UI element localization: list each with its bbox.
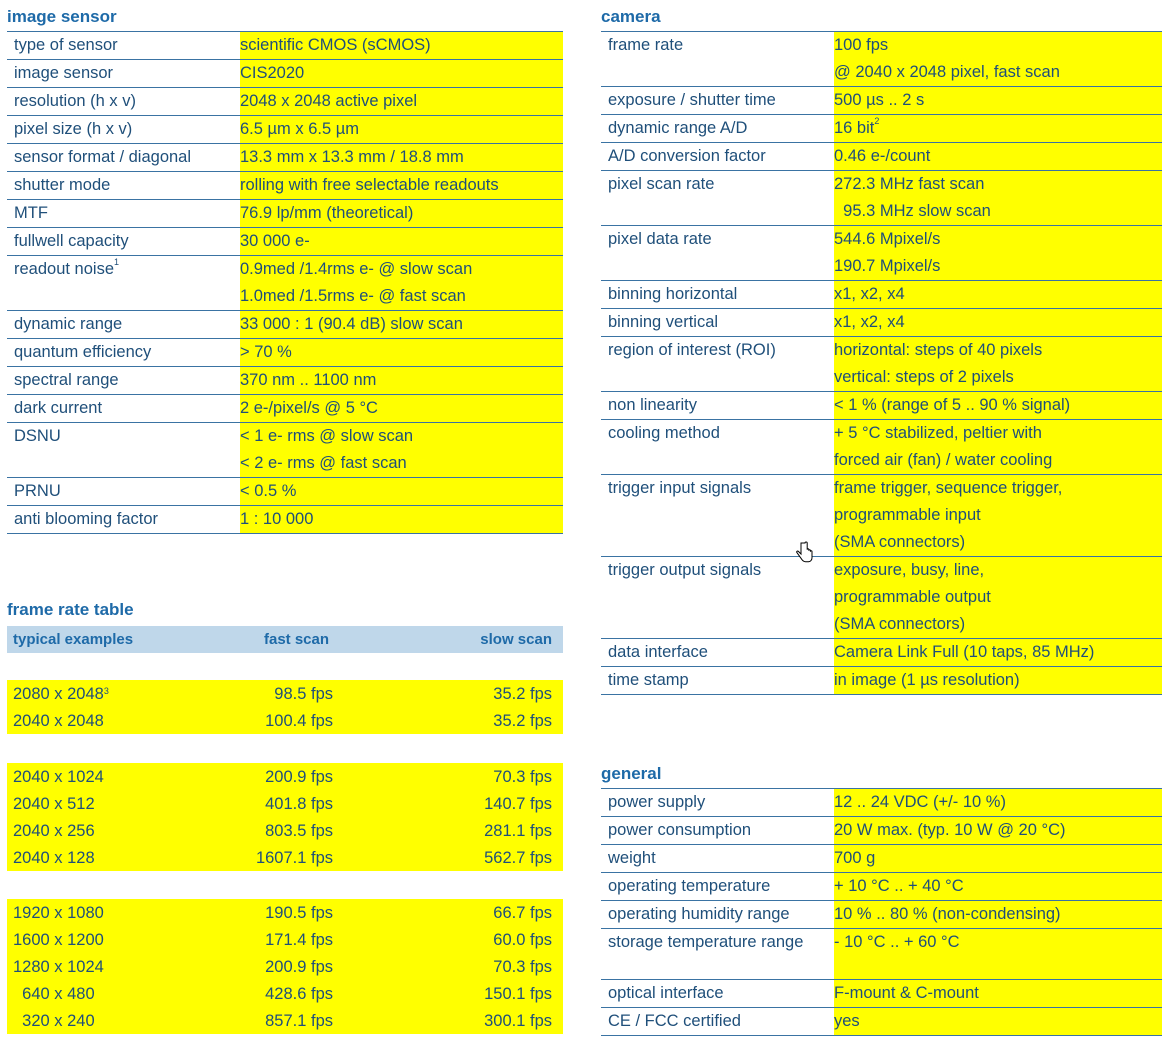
frame-rate-resolution: 2080 x 2048$^3$	[13, 685, 109, 703]
camera-value	[834, 281, 1162, 309]
spec-value-line: programmable input	[834, 506, 981, 524]
spec-label-text: trigger input signals	[608, 479, 752, 497]
spec-row	[601, 1008, 1162, 1036]
spec-value-line: < 1 % (range of 5 .. 90 % signal)	[834, 396, 1071, 414]
general-value	[834, 873, 1162, 901]
image-sensor-label	[7, 367, 240, 395]
image-sensor-value	[240, 200, 563, 228]
spec-value-line: - 10 °C .. + 60 °C	[834, 933, 960, 951]
image-sensor-value	[240, 423, 563, 478]
spec-label-text: weight	[608, 849, 656, 867]
spec-value-line: Camera Link Full (10 taps, 85 MHz)	[834, 643, 1095, 661]
image-sensor-label	[7, 256, 240, 311]
spec-row	[601, 337, 1162, 392]
spec-label-text: anti blooming factor	[14, 510, 158, 528]
camera-value	[834, 226, 1162, 281]
spec-row	[601, 639, 1162, 667]
camera-label	[601, 557, 834, 639]
image-sensor-label	[7, 200, 240, 228]
frame-rate-slow: 66.7 fps	[493, 904, 552, 922]
general-label	[601, 789, 834, 817]
camera-value	[834, 639, 1162, 667]
frame-rate-slow: 60.0 fps	[493, 931, 552, 949]
header-typical-examples: typical examples	[13, 631, 134, 648]
spec-row	[601, 115, 1162, 143]
general-label	[601, 1008, 834, 1036]
frame-rate-fast: 200.9 fps	[265, 768, 333, 786]
camera-value	[834, 667, 1162, 695]
spec-value-line: 33 000 : 1 (90.4 dB) slow scan	[240, 315, 463, 333]
spec-value-line: 10 % .. 80 % (non-condensing)	[834, 905, 1061, 923]
frame-rate-slow: 300.1 fps	[484, 1012, 552, 1030]
spec-label-text: type of sensor	[14, 36, 118, 54]
camera-label	[601, 171, 834, 226]
image-sensor-label	[7, 506, 240, 534]
spec-value-line: 544.6 Mpixel/s	[834, 230, 941, 248]
camera-label	[601, 87, 834, 115]
spec-value-line: 13.3 mm x 13.3 mm / 18.8 mm	[240, 148, 464, 166]
spec-row	[601, 281, 1162, 309]
spec-value-line: vertical: steps of 2 pixels	[834, 368, 1014, 386]
spec-label-text: readout noise	[14, 260, 114, 278]
footnote-marker: 1	[114, 257, 120, 267]
image-sensor-label	[7, 228, 240, 256]
spec-label-text: frame rate	[608, 36, 684, 54]
spec-row	[7, 367, 563, 395]
spec-value-line: F-mount & C-mount	[834, 984, 979, 1002]
spec-value-line: 2 e-/pixel/s @ 5 °C	[240, 399, 378, 417]
spec-row	[7, 144, 563, 172]
camera-value	[834, 420, 1162, 475]
spec-row	[601, 980, 1162, 1008]
spec-label-text: cooling method	[608, 424, 720, 442]
spec-value-line: forced air (fan) / water cooling	[834, 451, 1053, 469]
image-sensor-label	[7, 60, 240, 88]
spec-value-line: 12 .. 24 VDC (+/- 10 %)	[834, 793, 1006, 811]
spec-label-text: optical interface	[608, 984, 724, 1002]
frame-rate-resolution: 2040 x 2048	[13, 712, 104, 730]
spec-row	[601, 32, 1162, 87]
spec-row	[7, 32, 563, 60]
spec-value-line: 100 fps	[834, 36, 889, 54]
general-title: general	[601, 764, 662, 783]
spec-value-line: 16 bit$^2$	[834, 116, 880, 137]
frame-rate-slow: 35.2 fps	[493, 685, 552, 703]
header-slow-scan: slow scan	[480, 631, 552, 648]
frame-rate-slow: 150.1 fps	[484, 985, 552, 1003]
general-value	[834, 980, 1162, 1008]
image-sensor-value	[240, 339, 563, 367]
spec-label-text: operating humidity range	[608, 905, 790, 923]
spec-row	[601, 143, 1162, 171]
camera-label	[601, 32, 834, 87]
general-label	[601, 980, 834, 1008]
frame-rate-row	[7, 707, 563, 734]
spec-row	[7, 478, 563, 506]
spec-label-text: exposure / shutter time	[608, 91, 776, 109]
spec-row	[601, 475, 1162, 557]
spec-row	[7, 423, 563, 478]
footnote-marker: 2	[874, 116, 880, 126]
spec-label-text: A/D conversion factor	[608, 147, 766, 165]
image-sensor-value	[240, 367, 563, 395]
image-sensor-value	[240, 116, 563, 144]
camera-label	[601, 281, 834, 309]
camera-label	[601, 337, 834, 392]
camera-label	[601, 115, 834, 143]
frame-rate-fast: 100.4 fps	[265, 712, 333, 730]
spec-row	[601, 171, 1162, 226]
spec-row	[601, 392, 1162, 420]
spec-value-line: > 70 %	[240, 343, 292, 361]
spec-label-text: dynamic range A/D	[608, 119, 748, 137]
image-sensor-value	[240, 228, 563, 256]
spec-value-line: x1, x2, x4	[834, 285, 905, 303]
image-sensor-value	[240, 88, 563, 116]
spec-value-line: 76.9 lp/mm (theoretical)	[240, 204, 414, 222]
spec-value-line: in image (1 µs resolution)	[834, 671, 1020, 689]
spec-value-line: 1.0med /1.5rms e- @ fast scan	[240, 287, 466, 305]
spec-label-text: pixel scan rate	[608, 175, 715, 193]
spec-label-text: region of interest (ROI)	[608, 341, 776, 359]
camera-label	[601, 667, 834, 695]
spec-value-line: 20 W max. (typ. 10 W @ 20 °C)	[834, 821, 1066, 839]
spec-value-line: scientific CMOS (sCMOS)	[240, 36, 431, 54]
spec-value-line: yes	[834, 1012, 860, 1030]
frame-rate-row	[7, 953, 563, 980]
camera-label	[601, 639, 834, 667]
spec-row	[7, 116, 563, 144]
spec-value-line: < 2 e- rms @ fast scan	[240, 454, 407, 472]
spec-label-text: fullwell capacity	[14, 232, 129, 250]
spec-row	[7, 228, 563, 256]
frame-rate-resolution: 2040 x 256	[13, 822, 95, 840]
spec-row	[7, 395, 563, 423]
general-label	[601, 873, 834, 901]
frame-rate-slow: 140.7 fps	[484, 795, 552, 813]
spec-row	[601, 667, 1162, 695]
camera-value	[834, 557, 1162, 639]
spec-value-line: 1 : 10 000	[240, 510, 314, 528]
spec-label-text: non linearity	[608, 396, 697, 414]
spec-value-line: horizontal: steps of 40 pixels	[834, 341, 1043, 359]
general-label	[601, 929, 834, 980]
frame-rate-resolution: 1600 x 1200	[13, 931, 104, 949]
spec-row	[601, 420, 1162, 475]
spec-value-line: x1, x2, x4	[834, 313, 905, 331]
spec-label-text: binning vertical	[608, 313, 719, 331]
frame-rate-table-title: frame rate table	[7, 600, 134, 619]
frame-rate-row	[7, 980, 563, 1007]
image-sensor-table	[7, 31, 563, 534]
image-sensor-label	[7, 116, 240, 144]
spec-value-line: 30 000 e-	[240, 232, 310, 250]
spec-value-line: (SMA connectors)	[834, 533, 966, 551]
spec-value-line: 272.3 MHz fast scan	[834, 175, 985, 193]
camera-value	[834, 87, 1162, 115]
frame-rate-row	[7, 763, 563, 790]
spec-value-line: exposure, busy, line,	[834, 561, 985, 579]
spec-value-line: < 0.5 %	[240, 482, 297, 500]
image-sensor-value	[240, 506, 563, 534]
camera-label	[601, 392, 834, 420]
frame-rate-fast: 803.5 fps	[265, 822, 333, 840]
image-sensor-value	[240, 256, 563, 311]
spec-value-line: frame trigger, sequence trigger,	[834, 479, 1063, 497]
spec-row	[7, 200, 563, 228]
image-sensor-value	[240, 395, 563, 423]
spec-value-line: + 10 °C .. + 40 °C	[834, 877, 964, 895]
spec-row	[601, 309, 1162, 337]
spec-row	[601, 845, 1162, 873]
general-value	[834, 929, 1162, 980]
spec-value-line: 0.46 e-/count	[834, 147, 931, 165]
camera-value	[834, 32, 1162, 87]
frame-rate-resolution: 1280 x 1024	[13, 958, 104, 976]
general-label	[601, 845, 834, 873]
spec-label-text: DSNU	[14, 427, 61, 445]
frame-rate-resolution: 640 x 480	[13, 985, 95, 1003]
camera-value	[834, 475, 1162, 557]
spec-label-text: time stamp	[608, 671, 689, 689]
image-sensor-label	[7, 395, 240, 423]
spec-value-line: (SMA connectors)	[834, 615, 966, 633]
spec-label-text: spectral range	[14, 371, 119, 389]
spec-value-line: 95.3 MHz slow scan	[834, 202, 991, 220]
camera-label	[601, 143, 834, 171]
frame-rate-resolution: 320 x 240	[13, 1012, 95, 1030]
spec-row	[7, 339, 563, 367]
frame-rate-row	[7, 1007, 563, 1034]
frame-rate-resolution: 2040 x 1024	[13, 768, 104, 786]
spec-row	[601, 87, 1162, 115]
footnote-marker: 3	[103, 686, 109, 696]
spec-label-text: storage temperature range	[608, 933, 804, 951]
spec-row	[601, 901, 1162, 929]
image-sensor-value	[240, 32, 563, 60]
frame-rate-fast: 857.1 fps	[265, 1012, 333, 1030]
spec-label-text: MTF	[14, 204, 48, 222]
spec-label-text: quantum efficiency	[14, 343, 152, 361]
spec-label-text: binning horizontal	[608, 285, 738, 303]
spec-row	[601, 226, 1162, 281]
camera-label	[601, 420, 834, 475]
frame-rate-fast: 200.9 fps	[265, 958, 333, 976]
spec-label-text: pixel data rate	[608, 230, 712, 248]
general-table	[601, 788, 1162, 1036]
frame-rate-table-header	[7, 626, 563, 653]
spec-row	[7, 60, 563, 88]
hand-pointer-icon	[795, 541, 815, 565]
spec-label-text: pixel size (h x v)	[14, 120, 133, 138]
frame-rate-fast: 401.8 fps	[265, 795, 333, 813]
image-sensor-value	[240, 60, 563, 88]
spec-row	[7, 311, 563, 339]
general-label	[601, 901, 834, 929]
spec-value-line: 500 µs .. 2 s	[834, 91, 925, 109]
spec-label-text: dynamic range	[14, 315, 123, 333]
image-sensor-label	[7, 32, 240, 60]
spec-label-text: data interface	[608, 643, 708, 661]
spec-label-text: dark current	[14, 399, 103, 417]
general-value	[834, 789, 1162, 817]
image-sensor-label	[7, 339, 240, 367]
frame-rate-fast: 428.6 fps	[265, 985, 333, 1003]
camera-value	[834, 115, 1162, 143]
spec-label-text: power supply	[608, 793, 706, 811]
frame-rate-fast: 98.5 fps	[274, 685, 333, 703]
image-sensor-label	[7, 311, 240, 339]
image-sensor-value	[240, 144, 563, 172]
spec-label-text: trigger output signals	[608, 561, 762, 579]
general-label	[601, 817, 834, 845]
spec-label-text: image sensor	[14, 64, 114, 82]
spec-row	[601, 817, 1162, 845]
spec-row	[7, 88, 563, 116]
spec-value-line: 700 g	[834, 849, 876, 867]
spec-value-line: 190.7 Mpixel/s	[834, 257, 941, 275]
frame-rate-row	[7, 817, 563, 844]
spec-row	[7, 256, 563, 311]
image-sensor-value	[240, 478, 563, 506]
image-sensor-label	[7, 172, 240, 200]
image-sensor-value	[240, 311, 563, 339]
frame-rate-resolution: 2040 x 128	[13, 849, 95, 867]
spec-row	[601, 557, 1162, 639]
spec-value-line: + 5 °C stabilized, peltier with	[834, 424, 1042, 442]
header-fast-scan: fast scan	[264, 631, 330, 648]
camera-table	[601, 31, 1162, 695]
spec-label-text: shutter mode	[14, 176, 111, 194]
image-sensor-label	[7, 478, 240, 506]
camera-value	[834, 309, 1162, 337]
frame-rate-row	[7, 680, 563, 707]
image-sensor-value	[240, 172, 563, 200]
spec-label-text: operating temperature	[608, 877, 771, 895]
camera-label	[601, 309, 834, 337]
image-sensor-label	[7, 88, 240, 116]
general-value	[834, 1008, 1162, 1036]
spec-label-text: power consumption	[608, 821, 752, 839]
frame-rate-row	[7, 844, 563, 871]
spec-row	[601, 789, 1162, 817]
spec-value-line: CIS2020	[240, 64, 305, 82]
general-value	[834, 901, 1162, 929]
general-value	[834, 817, 1162, 845]
frame-rate-slow: 35.2 fps	[493, 712, 552, 730]
frame-rate-row	[7, 926, 563, 953]
image-sensor-title: image sensor	[7, 7, 117, 26]
camera-value	[834, 392, 1162, 420]
frame-rate-slow: 70.3 fps	[493, 768, 552, 786]
spec-value-line: programmable output	[834, 588, 991, 606]
camera-title: camera	[601, 7, 661, 26]
spec-row	[601, 929, 1162, 980]
spec-label-text: resolution (h x v)	[14, 92, 136, 110]
spec-row	[7, 506, 563, 534]
frame-rate-row	[7, 899, 563, 926]
general-value	[834, 845, 1162, 873]
image-sensor-label	[7, 144, 240, 172]
spec-label-text: PRNU	[14, 482, 61, 500]
spec-value-line: 0.9med /1.4rms e- @ slow scan	[240, 260, 473, 278]
spec-row	[601, 873, 1162, 901]
spec-value-line: @ 2040 x 2048 pixel, fast scan	[834, 63, 1060, 81]
spec-value-line: rolling with free selectable readouts	[240, 176, 499, 194]
frame-rate-slow: 70.3 fps	[493, 958, 552, 976]
frame-rate-fast: 171.4 fps	[265, 931, 333, 949]
frame-rate-resolution: 1920 x 1080	[13, 904, 104, 922]
frame-rate-row	[7, 790, 563, 817]
frame-rate-slow: 281.1 fps	[484, 822, 552, 840]
frame-rate-slow: 562.7 fps	[484, 849, 552, 867]
camera-value	[834, 337, 1162, 392]
spec-value-line: 6.5 µm x 6.5 µm	[240, 120, 359, 138]
spec-value-line: < 1 e- rms @ slow scan	[240, 427, 414, 445]
frame-rate-resolution: 2040 x 512	[13, 795, 95, 813]
image-sensor-label	[7, 423, 240, 478]
camera-label	[601, 226, 834, 281]
frame-rate-fast: 190.5 fps	[265, 904, 333, 922]
spec-label-text: CE / FCC certified	[608, 1012, 741, 1030]
camera-value	[834, 143, 1162, 171]
spec-label-text: sensor format / diagonal	[14, 148, 192, 166]
spec-row	[7, 172, 563, 200]
spec-value-line: 2048 x 2048 active pixel	[240, 92, 418, 110]
camera-value	[834, 171, 1162, 226]
frame-rate-fast: 1607.1 fps	[255, 849, 333, 867]
spec-value-line: 370 nm .. 1100 nm	[240, 371, 377, 389]
